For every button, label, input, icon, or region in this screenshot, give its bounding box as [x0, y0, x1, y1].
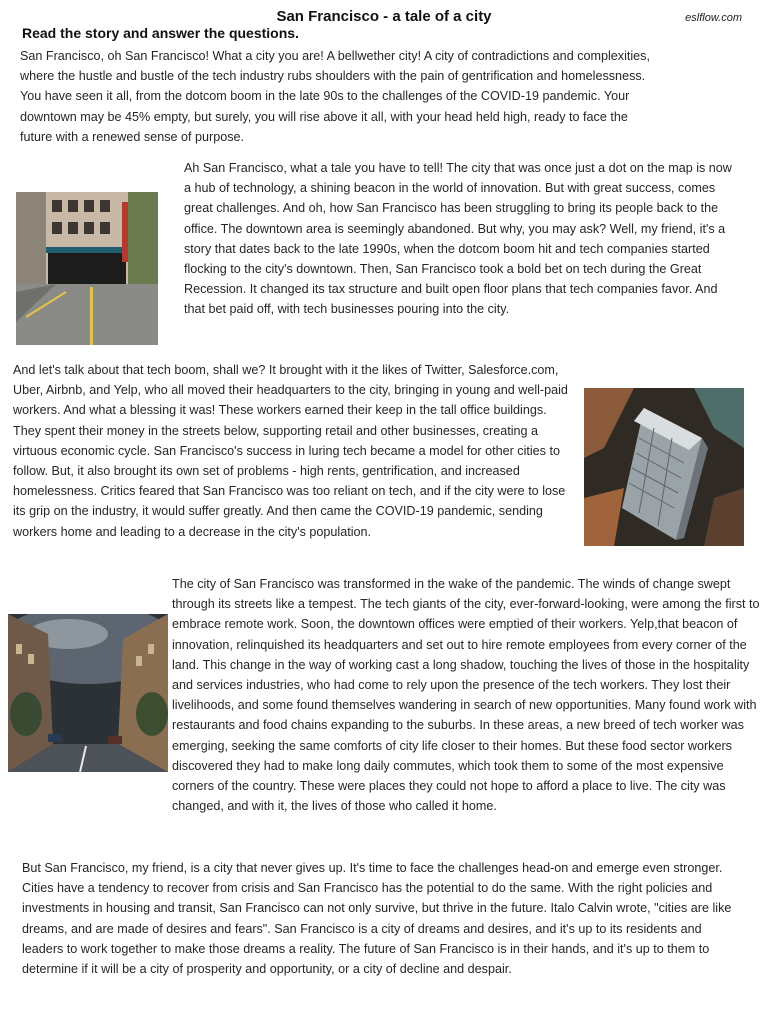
paragraph-future: But San Francisco, my friend, is a city that never gives up. It's time to face the challenges head-on and emerge even stronger. Cities have a tendency to recover from crisis and San Francisco has the potential to do the same. With the right policies and investments in housing and transit, San Francisco can not only survive, but thrive in the future. Italo Calvin wrote, "cities are like dreams, and are made of desires and fears". San Francisco is a city of dreams and desires, and it's up to its residents and leaders to work together to make those dreams a reality. The future of San Francisco is in their hands, and it's up to them to determine if it will be a city of prosperity and opportunity, or a city of decline and despair. — [22, 861, 732, 977]
paragraph-pandemic: The city of San Francisco was transformed in the wake of the pandemic. The winds of change swept through its streets like a tempest. The tech giants of the city, ever-forward-looking, were among the first to embrace remote work. Soon, the downtown offices were emptied of their workers. Yelp,that beacon of innovation, relinquished its headquarters and set out to hire remote employees from every corner of the land. This change in the way of working cast a long shadow, touching the lives of those in the hospitality and services industries, who had come to rely upon the presence of the tech workers. They lost their livelihoods, and some found themselves wandering in search of new opportunities. Many found work with restaurants and food chains expanding to the suburbs. In these areas, a new breed of tech worker was emerging, seeking the same comforts of city life closer to their homes. But these food sector workers discovered they had to make long daily commutes, which took them to some of the most expensive corners of the country. These were places they could not hope to afford a place to live. The city was changed, and with it, the lives of those who called it home. — [172, 577, 760, 814]
stormy-street-image — [8, 614, 168, 772]
skyscraper-aerial-image — [584, 388, 744, 546]
paragraph-tech-history: Ah San Francisco, what a tale you have to tell! The city that was once just a dot on the map is now a hub of technology, a shining beacon in the world of innovation. But with great success, comes great challenges. And oh, how San Francisco has been struggling to bring its people back to the office. The downtown area is seemingly abandoned. But why, you may ask? Well, my friend, it's a story that dates back to the late 1990s, when the dotcom boom hit and tech companies started flocking to the city's downtown. Then, San Francisco took a bold bet on tech during the Great Recession. It changed its tax structure and built open floor plans that tech companies favor. And that bet paid off, with tech businesses pouring into the city. — [184, 161, 732, 317]
page-title: San Francisco - a tale of a city — [276, 8, 492, 25]
empty-street-image — [16, 192, 158, 345]
instruction-text: Read the story and answer the questions. — [22, 25, 299, 41]
source-label: eslflow.com — [685, 12, 742, 24]
paragraph-intro: San Francisco, oh San Francisco! What a city you are! A bellwether city! A city of contradictions and complexities, where the hustle and bustle of the tech industry rubs shoulders with the pain of gentrification and homelessness. You have seen it all, from the dotcom boom in the late 90s to the challenges of the COVID-19 pandemic. Your downtown may be 45% empty, but surely, you will rise above it all, with your head held high, ready to face the future with a renewed sense of purpose. — [20, 49, 650, 144]
paragraph-tech-boom: And let's talk about that tech boom, shall we? It brought with it the likes of Twitter, Salesforce.com, Uber, Airbnb, and Yelp, who all moved their headquarters to the city, bringing in young and well-paid workers. And what a blessing it was! These workers earned their keep in the tall office buildings. They spent their money in the streets below, supporting retail and other businesses, creating a virtuous economic cycle. San Francisco's success in luring tech became a model for other cities to follow. But, it also brought its own set of problems - high rents, gentrification, and increased homelessness. Critics feared that San Francisco was too reliant on tech, and if the city were to lose its grip on the industry, it would suffer greatly. And then came the COVID-19 pandemic, sending workers home and leading to a decrease in the city's population. — [13, 363, 568, 539]
